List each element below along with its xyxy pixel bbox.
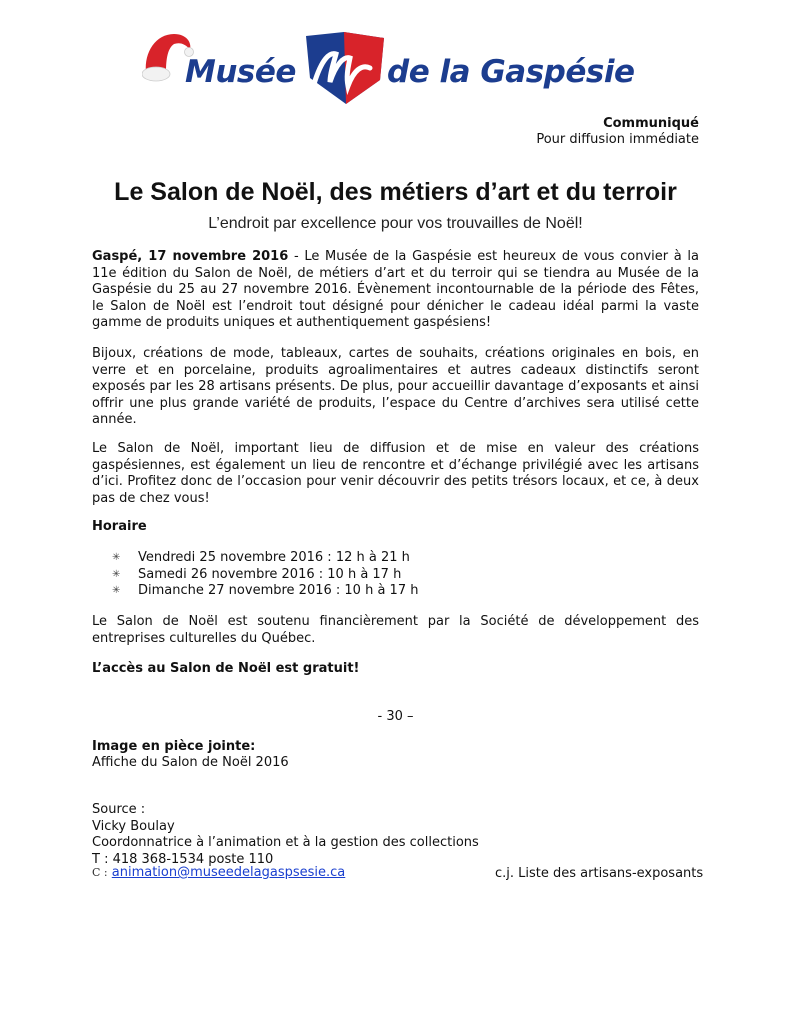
schedule-item: ✳ Vendredi 25 novembre 2016 : 12 h à 21 h bbox=[112, 550, 410, 565]
asterisk-bullet-icon: ✳ bbox=[112, 552, 121, 563]
communique-label: Communiqué bbox=[603, 116, 699, 131]
source-label: Source : bbox=[92, 802, 146, 817]
logo-text-musee: Musée bbox=[185, 54, 296, 90]
communique-block bbox=[536, 116, 699, 148]
attachment-description: Affiche du Salon de Noël 2016 bbox=[92, 755, 289, 770]
contact-role: Coordonnatrice à l’animation et à la gestion des collections bbox=[92, 835, 479, 850]
document-subtitle: L’endroit par excellence pour vos trouvailles de Noël! bbox=[208, 215, 583, 232]
attachment-list-note: c.j. Liste des artisans-exposants bbox=[495, 866, 704, 881]
free-access-note: L’accès au Salon de Noël est gratuit! bbox=[92, 661, 360, 676]
funding-paragraph: Le Salon de Noël est soutenu financièrement par la Société de développement des entreprises culturelles du Québec. bbox=[92, 614, 699, 646]
diffusion-label: Pour diffusion immédiate bbox=[536, 132, 699, 147]
end-marker: - 30 – bbox=[377, 709, 414, 724]
intro-paragraph bbox=[92, 249, 699, 332]
schedule-item: ✳ Samedi 26 novembre 2016 : 10 h à 17 h bbox=[112, 566, 402, 582]
source-block bbox=[92, 802, 479, 868]
email-row bbox=[92, 865, 345, 880]
products-paragraph: Bijoux, créations de mode, tableaux, cartes de souhaits, créations originales en bois, en verre et en porcelaine, produits agroalimentaires et autres cadeaux distinctifs seront exposés par les 28 artisans présents. De plus, pour accueillir davantage d’exposants et ainsi offrir une plus grande variété de produits, l’espace du Centre d’archives sera utilisé cette année. bbox=[92, 346, 699, 427]
meeting-paragraph: Le Salon de Noël, important lieu de diffusion et de mise en valeur des créations gaspésiennes, est également un lieu de rencontre et d’échange privilégié avec les artisans d’ici. Profitez donc de l’occasion pour venir découvrir des petits trésors locaux, et ce, à deux pas de chez vous! bbox=[92, 441, 699, 506]
contact-email-link[interactable]: animation@museedelagaspsesie.ca bbox=[111, 865, 346, 880]
intro-text: - Le Musée de la Gaspésie est heureux de vous convier à la 11e édition du Salon de Noël, de métiers d’art et du terroir qui se tiendra au Musée de la Gaspésie du 25 au 27 novembre 2016. Évènement incontournable de la période des Fêtes, le Salon de Noël est l’endroit tout désigné pour dénicher le cadeau idéal parmi la vaste gamme de produits uniques et authentiquement gaspésiens! bbox=[92, 249, 699, 330]
asterisk-bullet-icon: ✳ bbox=[112, 585, 121, 596]
schedule-item: ✳ Dimanche 27 novembre 2016 : 10 h à 17 h bbox=[112, 583, 419, 598]
dateline: Gaspé, 17 novembre 2016 bbox=[92, 249, 289, 264]
schedule-list bbox=[110, 550, 418, 600]
asterisk-bullet-icon: ✳ bbox=[112, 568, 121, 580]
logo-text-gaspesie: de la Gaspésie bbox=[387, 54, 635, 90]
schedule-heading: Horaire bbox=[92, 519, 147, 534]
attachment-heading: Image en pièce jointe: bbox=[92, 739, 256, 754]
logo-emblem-icon bbox=[300, 28, 390, 108]
museum-logo bbox=[142, 24, 652, 110]
email-prefix: C : bbox=[92, 866, 108, 879]
contact-name: Vicky Boulay bbox=[92, 818, 175, 834]
document-title: Le Salon de Noël, des métiers d’art et du terroir bbox=[114, 178, 677, 206]
contact-phone: T : 418 368-1534 poste 110 bbox=[92, 851, 274, 867]
